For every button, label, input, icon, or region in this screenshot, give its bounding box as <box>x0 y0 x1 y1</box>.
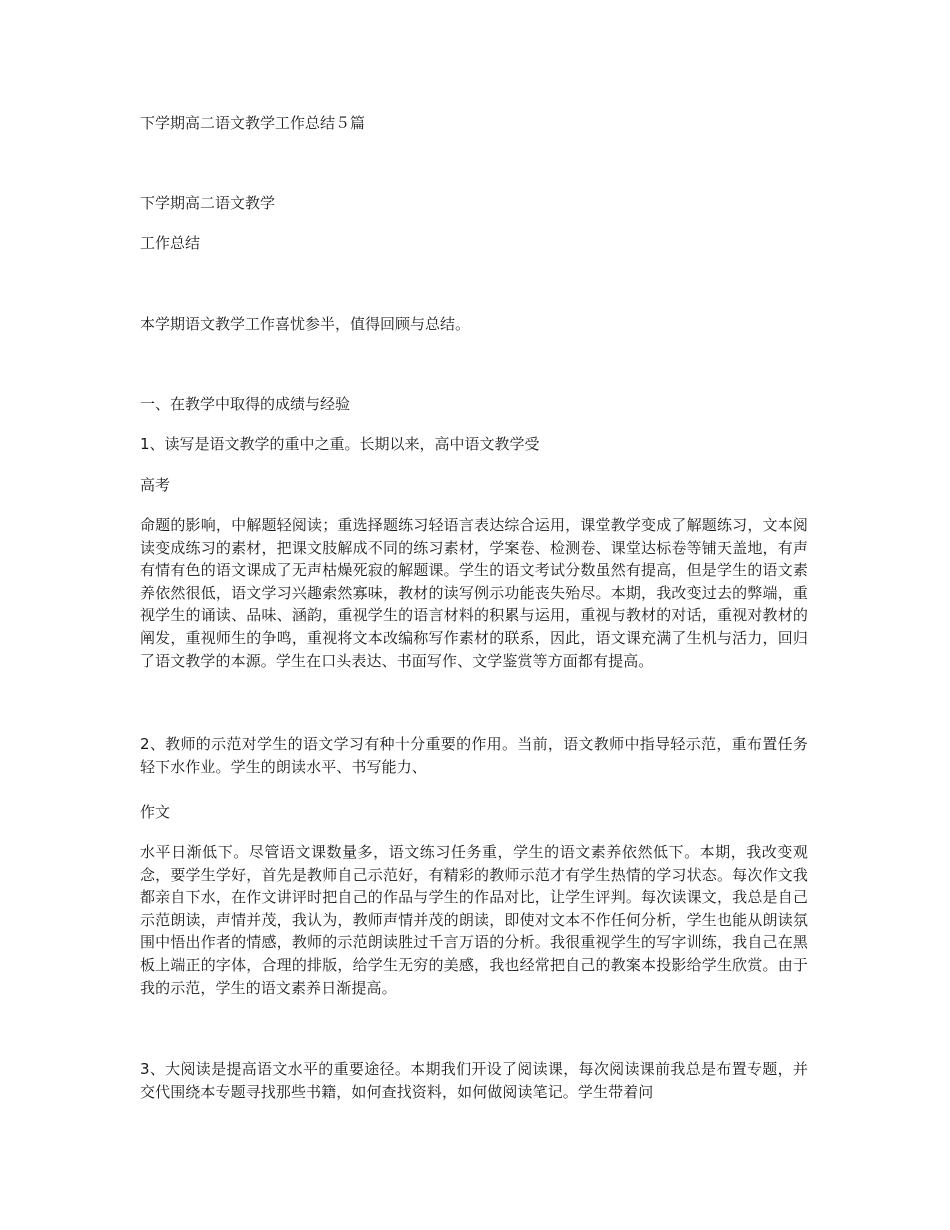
item-2-lead: 2、教师的示范对学生的语文学习有种十分重要的作用。当前，语文教师中指导轻示范，重布置任务轻下水作业。学生的朗读水平、书写能力、 <box>140 735 808 776</box>
item-1-body: 命题的影响，中解题轻阅读；重选择题练习轻语言表达综合运用，课堂教学变成了解题练习，文本阅读变成练习的素材，把课文肢解成不同的练习素材，学案卷、检测卷、课堂达标卷等铺天盖地，有声有情有色的语文课成了无声枯燥死寂的解题课。学生的语文考试分数虽然有提高，但是学生的语文素养依然很低，语文学习兴趣索然寡味，教材的读写例示功能丧失殆尽。本期，我改变过去的弊端，重视学生的诵读、品味、涵韵，重视学生的语言材料的积累与运用，重视与教材的对话，重视对教材的阐发，重视师生的争鸣，重视将文本改编称写作素材的联系，因此，语文课充满了生机与活力，回归了语文教学的本源。学生在口头表达、书面写作、文学鉴赏等方面都有提高。 <box>140 516 808 670</box>
heading-line-1: 下学期高二语文教学 <box>140 194 276 212</box>
item-1-keyword: 高考 <box>140 476 171 494</box>
section-1-heading: 一、在教学中取得的成绩与经验 <box>140 395 351 413</box>
intro-paragraph: 本学期语文教学工作喜忧参半，值得回顾与总结。 <box>140 315 471 333</box>
item-2-keyword: 作文 <box>140 803 171 821</box>
item-2-body: 水平日渐低下。尽管语文课数量多，语文练习任务重，学生的语文素养依然低下。本期，我改变观念，要学生学好，首先是教师自己示范好，有精彩的教师示范才有学生热情的学习状态。每次作文我都亲自下水，在作文讲评时把自己的作品与学生的作品对比，让学生评判。每次读课文，我总是自己示范朗读，声情并茂，我认为，教师声情并茂的朗读，即使对文本不作任何分析，学生也能从朗读氛围中悟出作者的情感，教师的示范朗读胜过千言万语的分析。我很重视学生的写字训练，我自己在黑板上端正的字体，合理的排版，给学生无穷的美感，我也经常把自己的教案本投影给学生欣赏。由于我的示范，学生的语文素养日渐提高。 <box>140 843 808 997</box>
heading-line-2: 工作总结 <box>140 234 201 252</box>
document-title: 下学期高二语文教学工作总结５篇 <box>140 114 366 132</box>
item-3-body: 3、大阅读是提高语文水平的重要途径。本期我们开设了阅读课，每次阅读课前我总是布置专题，并交代围绕本专题寻找那些书籍，如何查找资料，如何做阅读笔记。学生带着问 <box>140 1060 808 1101</box>
item-1-lead: 1、读写是语文教学的重中之重。长期以来，高中语文教学受 <box>140 435 540 453</box>
